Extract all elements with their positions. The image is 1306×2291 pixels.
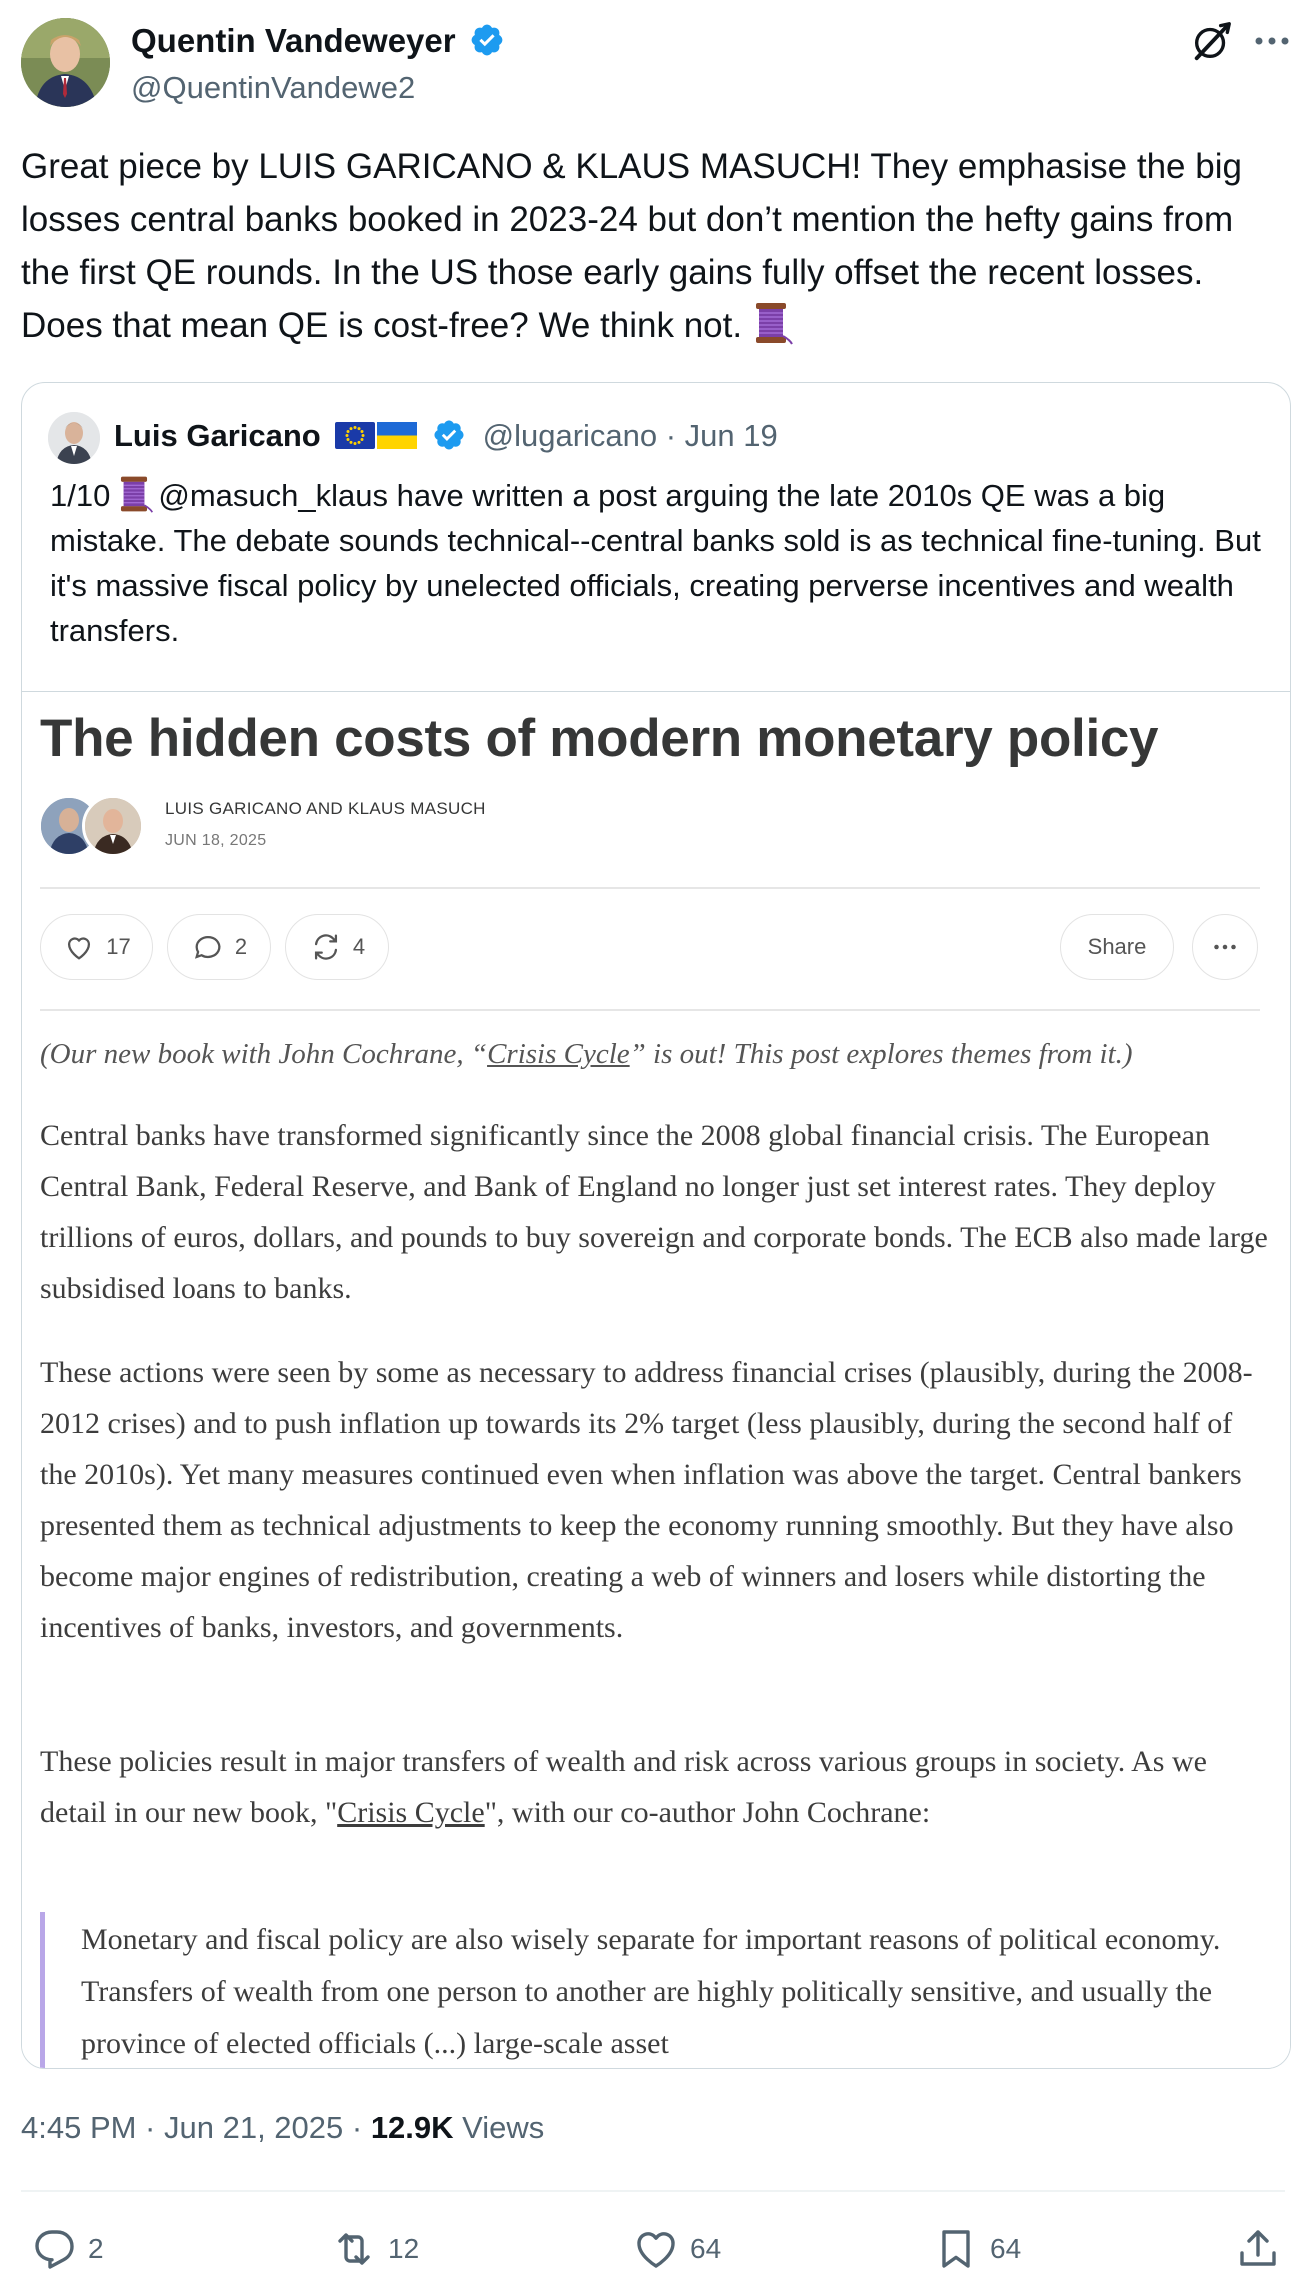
repost-button[interactable] (330, 2222, 419, 2276)
quoted-text-prefix: 1/10 (50, 478, 111, 513)
article-preview-image[interactable] (22, 692, 1290, 2069)
article-authors: LUIS GARICANO AND KLAUS MASUCH (165, 799, 486, 818)
heart-icon (62, 930, 96, 964)
article-p3-post: ", with our co-author John Cochrane: (484, 1796, 931, 1829)
article-blockquote-text: Monetary and fiscal policy are also wisely separate for important reasons of political economy. Transfers of wealth from one person to another are highly politically sensitive, and usually the province of elected officials (...) large-scale asset (81, 1923, 1221, 2060)
share-button[interactable] (1234, 2222, 1292, 2276)
action-bar-divider (21, 2190, 1285, 2192)
spool-emoji-icon (748, 300, 794, 346)
views-label: Views (453, 2110, 545, 2145)
post-text-body: Great piece by LUIS GARICANO & KLAUS MASUCH! They emphasise the big losses central banks booked in 2023-24 but don’t mention the hefty gains from the first QE rounds. In the US those early gains fully offset the recent losses. Does that mean QE is cost-free? We think not. (21, 147, 1242, 345)
reply-icon (30, 2225, 78, 2273)
article-date: JUN 18, 2025 (165, 832, 267, 849)
grok-icon[interactable] (1189, 18, 1235, 64)
article-like-button (40, 914, 153, 980)
like-heart-icon (632, 2225, 680, 2273)
author-avatar[interactable] (21, 18, 110, 107)
article-divider-bottom (40, 1009, 1260, 1011)
article-intro-link: Crisis Cycle (487, 1038, 630, 1070)
article-intro-post: ” is out! This post explores themes from it.) (629, 1038, 1133, 1070)
post-timestamp-views (21, 2110, 544, 2146)
bookmark-button[interactable] (932, 2222, 1021, 2276)
post-header (21, 18, 1285, 110)
more-icon[interactable] (1253, 18, 1291, 64)
share-icon (1234, 2225, 1282, 2273)
article-more-icon (1208, 930, 1242, 964)
quoted-author-avatar[interactable] (48, 412, 100, 464)
article-author-avatar-2 (82, 795, 144, 857)
article-share-button (1060, 914, 1174, 980)
post-timestamp[interactable]: 4:45 PM · Jun 21, 2025 · (21, 2110, 371, 2145)
author-handle[interactable]: @QuentinVandewe2 (131, 70, 416, 105)
quoted-text-body: @masuch_klaus have written a post arguing the late 2010s QE was a big mistake. The debate sounds technical--central banks sold is as technical fine-tuning. But it's massive fiscal policy by unelected officials, creating perverse incentives and wealth transfers. (50, 478, 1261, 648)
article-blockquote (40, 1912, 1270, 2069)
post-text (21, 140, 1285, 352)
like-button[interactable] (632, 2222, 721, 2276)
article-p3-pre: These policies result in major transfers of wealth and risk across various groups in society. As we detail in our new book, " (40, 1745, 1207, 1829)
article-p3-link: Crisis Cycle (337, 1796, 485, 1829)
article-intro-pre: (Our new book with John Cochrane, “ (40, 1038, 488, 1070)
article-divider-top (40, 887, 1260, 889)
like-count: 64 (690, 2233, 722, 2264)
article-paragraph-1: Central banks have transformed significantly since the 2008 global financial crisis. The European Central Bank, Federal Reserve, and Bank of England no longer just set interest rates. They deploy trillions of euros, dollars, and pounds to buy sovereign and corporate bonds. The ECB also made large subsidised loans to banks. (40, 1119, 1268, 1305)
comment-icon (191, 930, 225, 964)
article-share-label: Share (1087, 934, 1147, 959)
repost-count: 12 (388, 2233, 420, 2264)
author-display-name[interactable] (131, 22, 505, 60)
restack-icon (309, 930, 343, 964)
article-more-button (1192, 914, 1258, 980)
ukraine-flag-icon (377, 422, 417, 449)
article-restack-button (285, 914, 389, 980)
verified-badge-icon (469, 22, 505, 58)
article-comment-button (167, 914, 271, 980)
quoted-verified-badge-icon (432, 418, 466, 452)
eu-flag-icon (335, 422, 375, 449)
article-paragraph-2: These actions were seen by some as necessary to address financial crises (plausibly, during the 2008-2012 crises) and to push inflation up towards its 2% target (less plausibly, during the second half of the 2010s). Yet many measures continued even when inflation was above the target. Central bankers presented them as technical adjustments to keep the economy running smoothly. But they have also become major engines of redistribution, creating a web of winners and losers while distorting the incentives of banks, investors, and governments. (40, 1356, 1253, 1644)
quoted-post-card[interactable] (21, 382, 1291, 2069)
retweet-icon (330, 2225, 378, 2273)
article-restack-count: 4 (352, 934, 366, 959)
article-intro-note (40, 1038, 1270, 1071)
views-count: 12.9K (370, 2110, 454, 2145)
author-name-text: Quentin Vandeweyer (131, 22, 456, 59)
quoted-post-header (114, 418, 778, 454)
bookmark-icon (932, 2225, 980, 2273)
quoted-author-name[interactable]: Luis Garicano (114, 418, 321, 453)
reply-button[interactable] (30, 2222, 104, 2276)
article-title: The hidden costs of modern monetary policy (40, 709, 1159, 768)
quoted-post-text (50, 473, 1270, 653)
article-paragraph-3 (40, 1736, 1270, 1838)
bookmark-count: 64 (990, 2233, 1022, 2264)
article-like-count: 17 (106, 934, 131, 959)
quoted-spool-emoji-icon (114, 474, 154, 514)
quoted-handle-date[interactable]: @lugaricano · Jun 19 (482, 418, 778, 453)
reply-count: 2 (88, 2233, 104, 2264)
article-comment-count: 2 (234, 934, 248, 959)
